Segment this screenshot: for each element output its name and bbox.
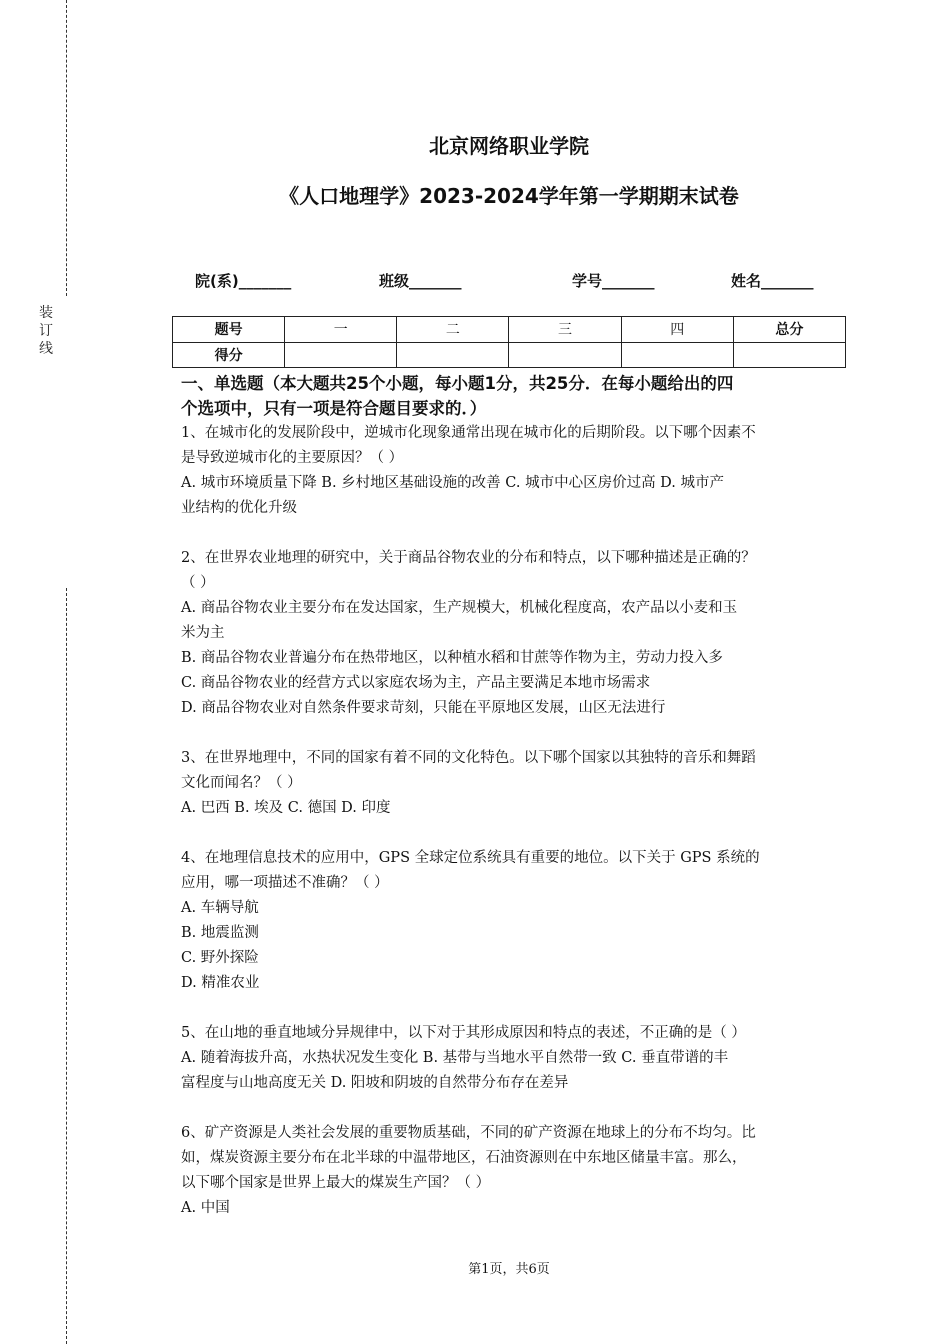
- question-stem-line: 2、在世界农业地理的研究中，关于商品谷物农业的分布和特点，以下哪种描述是正确的？: [181, 550, 756, 566]
- question-line: 米为主: [181, 625, 225, 641]
- score-row-label: 得分: [173, 342, 285, 368]
- binding-line-label: 装订线: [39, 305, 53, 357]
- score-table-score-row: [173, 342, 846, 368]
- score-header-cell: 一: [285, 317, 397, 343]
- binding-dashed-line-bottom: [66, 588, 67, 1344]
- question-stem-line: 5、在山地的垂直地域分异规律中，以下对于其形成原因和特点的表述，不正确的是（ ）: [181, 1025, 746, 1041]
- question-block: [181, 1021, 841, 1096]
- section-heading-line: 个选项中，只有一项是符合题目要求的．）: [181, 399, 487, 418]
- department-field[interactable]: 院(系)_______: [195, 272, 292, 290]
- score-table: [172, 316, 846, 368]
- question-block: [181, 546, 841, 721]
- score-cell[interactable]: [733, 342, 845, 368]
- score-cell[interactable]: [509, 342, 621, 368]
- question-line: 以下哪个国家是世界上最大的煤炭生产国？（ ）: [181, 1175, 491, 1191]
- score-table-header-row: [173, 317, 846, 343]
- question-block: [181, 846, 841, 996]
- question-line: C. 野外探险: [181, 950, 259, 966]
- score-header-cell: 二: [397, 317, 509, 343]
- question-line: 富程度与山地高度无关 D. 阳坡和阴坡的自然带分布存在差异: [181, 1075, 569, 1091]
- school-name: 北京网络职业学院: [429, 134, 589, 158]
- question-stem-line: 4、在地理信息技术的应用中，GPS 全球定位系统具有重要的地位。以下关于 GPS 系统的: [181, 850, 760, 866]
- question-line: （ ）: [181, 575, 215, 591]
- name-field[interactable]: 姓名_______: [731, 272, 814, 290]
- score-cell[interactable]: [397, 342, 509, 368]
- question-line: 文化而闻名？（ ）: [181, 775, 302, 791]
- score-header-cell: 三: [509, 317, 621, 343]
- question-line: 应用，哪一项描述不准确？（ ）: [181, 875, 389, 891]
- student-info-row: [195, 270, 835, 292]
- score-cell[interactable]: [285, 342, 397, 368]
- section-heading: [181, 371, 841, 421]
- question-stem-line: 1、在城市化的发展阶段中，逆城市化现象通常出现在城市化的后期阶段。以下哪个因素不: [181, 425, 756, 441]
- class-field[interactable]: 班级_______: [379, 272, 462, 290]
- question-line: D. 精准农业: [181, 975, 260, 991]
- question-line: A. 车辆导航: [181, 900, 259, 916]
- exam-content: [181, 371, 841, 1221]
- question-line: B. 地震监测: [181, 925, 259, 941]
- section-heading-line: 一、单选题（本大题共25个小题，每小题1分，共25分．在每小题给出的四: [181, 374, 734, 393]
- question-line: 是导致逆城市化的主要原因？（ ）: [181, 450, 404, 466]
- question-line: 如，煤炭资源主要分布在北半球的中温带地区，石油资源则在中东地区储量丰富。那么，: [181, 1150, 747, 1166]
- question-line: A. 随着海拔升高，水热状况发生变化 B. 基带与当地水平自然带一致 C. 垂直带谱的丰: [181, 1050, 729, 1066]
- question-line: B. 商品谷物农业普遍分布在热带地区，以种植水稻和甘蔗等作物为主，劳动力投入多: [181, 650, 723, 666]
- question-line: A. 中国: [181, 1200, 230, 1216]
- question-line: C. 商品谷物农业的经营方式以家庭农场为主，产品主要满足本地市场需求: [181, 675, 651, 691]
- question-list: [181, 421, 841, 1221]
- question-stem-line: 6、矿产资源是人类社会发展的重要物质基础，不同的矿产资源在地球上的分布不均匀。比: [181, 1125, 756, 1141]
- score-header-cell: 题号: [173, 317, 285, 343]
- score-header-cell: 总分: [733, 317, 845, 343]
- question-block: [181, 746, 841, 821]
- exam-title: 《人口地理学》2023-2024学年第一学期期末试卷: [279, 184, 739, 208]
- score-cell[interactable]: [621, 342, 733, 368]
- question-line: D. 商品谷物农业对自然条件要求苛刻，只能在平原地区发展，山区无法进行: [181, 700, 666, 716]
- question-block: [181, 1121, 841, 1221]
- question-line: 业结构的优化升级: [181, 500, 297, 516]
- score-header-cell: 四: [621, 317, 733, 343]
- question-line: A. 商品谷物农业主要分布在发达国家，生产规模大，机械化程度高，农产品以小麦和玉: [181, 600, 738, 616]
- question-line: A. 城市环境质量下降 B. 乡村地区基础设施的改善 C. 城市中心区房价过高 D. 城市产: [181, 475, 725, 491]
- question-block: [181, 421, 841, 521]
- page-number: 第1页，共6页: [468, 1262, 550, 1277]
- student-id-field[interactable]: 学号_______: [572, 272, 655, 290]
- question-stem-line: 3、在世界地理中，不同的国家有着不同的文化特色。以下哪个国家以其独特的音乐和舞蹈: [181, 750, 756, 766]
- question-line: A. 巴西 B. 埃及 C. 德国 D. 印度: [181, 800, 391, 816]
